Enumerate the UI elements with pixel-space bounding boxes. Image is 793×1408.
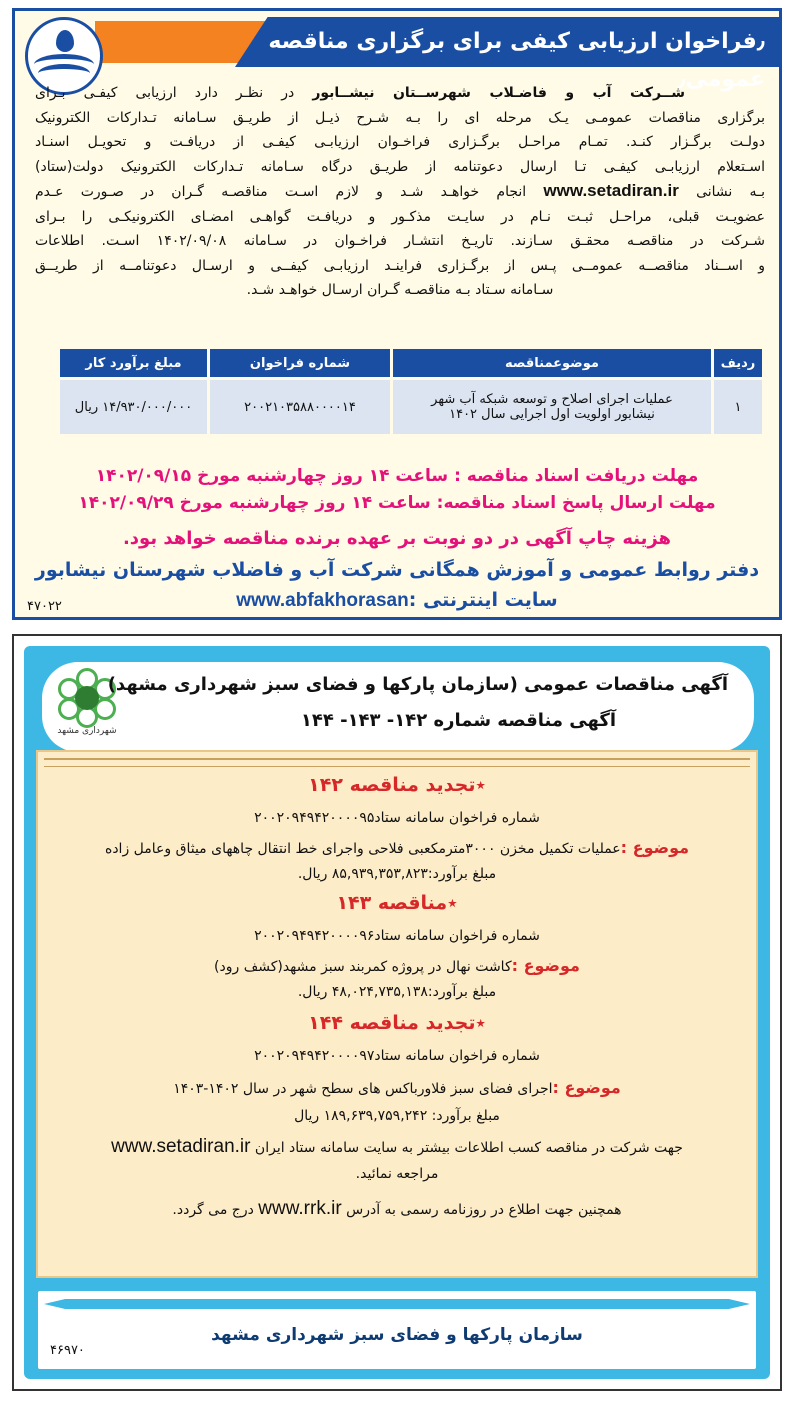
newspaper-text: درج می گردد.: [172, 1202, 254, 1218]
organization-name: سازمان پارکها و فضای سبز شهرداری مشهد: [211, 1325, 583, 1345]
subject-text: کاشت نهال در پروژه کمربند سبز مشهد(کشف رود): [214, 959, 512, 975]
body-line: برگزاری مناقصات عمومـی یـک مرحله ای را بـه شـرح ذیـل از طریـق سـامانه تـدارکات الکترونیک: [35, 109, 765, 126]
body-text: انجام خواهـد شـد و لازم اسـت مناقصـه گـران در صـورت عـدم: [35, 184, 527, 200]
body-text: در نظـر دارد ارزیابی کیفـی بـرای: [35, 85, 295, 101]
cell-index: ۱: [714, 380, 762, 434]
header-index: ردیف: [714, 349, 762, 377]
tender-143-subject: [38, 956, 756, 975]
rrk-link[interactable]: www.rrk.ir: [258, 1198, 342, 1219]
setadiran-link[interactable]: www.setadiran.ir: [111, 1136, 251, 1157]
deadline-receive-docs: مهلت دریافت اسناد مناقصه : ساعت ۱۴ روز چهارشنبه مورخ ۱۴۰۲/۰۹/۱۵: [95, 466, 699, 486]
website-label: سایت اینترنتی :: [408, 589, 558, 611]
subject-line: عملیات اجرای اصلاح و توسعه شبکه آب شهر: [431, 392, 673, 407]
abfakhorasan-link[interactable]: www.abfakhorasan: [236, 590, 409, 611]
ad2-footer: [38, 1291, 756, 1369]
subject-text: عملیات تکمیل مخزن ۳۰۰۰مترمکعبی فلاحی واجرای خط انتقال چاههای میثاق وعامل زاده: [104, 841, 621, 857]
body-line: عضویـت قبلی، مراحـل ثبـت نـام در سایـت مذکـور و دریافـت گواهـی امضـای الکترونیکـی را بـرای: [35, 208, 765, 225]
header-subject: موضوعمناقصه: [393, 349, 711, 377]
tender-142-heading: ٭تجدید مناقصه ۱۴۲: [308, 774, 486, 796]
tender-ad-nishabur-water: [12, 8, 782, 620]
body-line: [35, 81, 765, 106]
ad1-title: ٫فراخوان ارزیابی کیفی برای برگزاری مناقصه عمومی٫: [268, 29, 765, 92]
cell-number: ۲۰۰۲۱۰۳۵۸۸۰۰۰۰۱۴: [210, 380, 390, 434]
tender-142-amount: مبلغ برآورد:۸۵,۹۳۹,۳۵۳,۸۲۳ ریال.: [297, 866, 497, 882]
table-header-row: [60, 349, 762, 377]
body-line: دولـت برگـزار کنـد. تمـام مراحـل برگـزاری فراخـوان ارزیابـی کیفـی از دریافـت و تحویـل اسنـاد: [35, 134, 765, 150]
logo-caption: شهرداری مشهد: [57, 726, 117, 736]
subject-label: موضوع :: [552, 1078, 621, 1097]
body-line: و اســناد مناقصــه عمومــی پـس از برگـزاری فراینـد ارزیابـی کیفــی و ارسـال دعوتنامــه از طریــق: [35, 257, 765, 274]
header-amount: مبلغ برآورد کار: [60, 349, 207, 377]
ad-cost-note: هزینه چاپ آگهی در دو نوبت بر عهده برنده مناقصه خواهد بود.: [122, 528, 672, 549]
subject-label: موضوع :: [620, 838, 689, 857]
decorative-border: [44, 758, 750, 767]
ad1-header: [15, 11, 779, 92]
body-line: اسـتعلام ارزیابـی کیفـی تـا ارسال دعوتنامه از طریـق درگاه سـامانه تـدارکات الکترونیک دولت(ستاد): [35, 158, 765, 175]
info-line: [38, 1136, 756, 1158]
tender-ad-mashhad-parks: [12, 634, 782, 1391]
tender-144-heading: ٭تجدید مناقصه ۱۴۴: [308, 1012, 486, 1034]
tender-144-number: شماره فراخوان سامانه ستاد۲۰۰۲۰۹۴۹۴۲۰۰۰۰۹۷: [254, 1048, 540, 1064]
ad2-content-panel: [36, 750, 758, 1278]
info-text: جهت شرکت در مناقصه کسب اطلاعات بیشتر به سایت سامانه ستاد ایران: [254, 1140, 683, 1156]
tender-142-subject: [38, 838, 756, 857]
newspaper-line: [38, 1198, 756, 1220]
tender-143-heading: ٭مناقصه ۱۴۳: [336, 892, 458, 914]
company-name: شــرکت آب و فاضـلاب شهرســتان نیشــابور: [312, 85, 686, 101]
ad2-header: [42, 662, 754, 752]
ad2-subtitle: آگهی مناقصه شماره ۱۴۲- ۱۴۳- ۱۴۴: [300, 710, 616, 731]
table-row: [60, 380, 762, 434]
ad1-body-text: [35, 81, 765, 303]
cell-amount: ۱۴/۹۳۰/۰۰۰/۰۰۰ ریال: [60, 380, 207, 434]
deadline-submit-docs: مهلت ارسال پاسخ اسناد مناقصه: ساعت ۱۴ روز چهارشنبه مورخ ۱۴۰۲/۰۹/۲۹: [78, 493, 716, 513]
tender-144-amount: مبلغ برآورد: ۱۸۹,۶۳۹,۷۵۹,۲۴۲ ریال: [294, 1108, 500, 1124]
subject-line: نیشابور اولویت اول اجرایی سال ۱۴۰۲: [449, 407, 655, 422]
tender-143-amount: مبلغ برآورد:۴۸,۰۲۴,۷۳۵,۱۳۸ ریال.: [297, 984, 497, 1000]
body-line: سـامانه سـتاد بـه مناقصـه گـران ارسـال خواهـد شـد.: [246, 282, 554, 298]
newspaper-text: همچنین جهت اطلاع در روزنامه رسمی به آدرس: [346, 1202, 622, 1218]
public-relations-office: دفتر روابط عمومی و آموزش همگانی شرکت آب و فاضلاب شهرستان نیشابور: [34, 559, 760, 581]
ad1-code: ۴۷۰۲۲: [27, 599, 62, 614]
tender-142-number: شماره فراخوان سامانه ستاد۲۰۰۲۰۹۴۹۴۲۰۰۰۰۹۵: [254, 810, 540, 826]
ad2-title: آگهی مناقصات عمومی (سازمان پارکها و فضای سبز شهرداری مشهد): [107, 674, 728, 695]
website-line: [15, 589, 779, 612]
info-tail: مراجعه نمائید.: [355, 1166, 439, 1182]
body-line: [35, 179, 765, 205]
setadiran-link[interactable]: www.setadiran.ir: [543, 181, 679, 200]
decorative-bar: [44, 1299, 750, 1309]
ad2-code: ۴۶۹۷۰: [50, 1343, 85, 1358]
subject-label: موضوع :: [511, 956, 580, 975]
body-text: بـه نشانی: [696, 184, 766, 200]
tender-144-subject: [38, 1078, 756, 1097]
ad2-frame: [24, 646, 770, 1379]
cell-subject: [393, 380, 711, 434]
header-number: شماره فراخوان: [210, 349, 390, 377]
body-line: شـرکت در مناقصـه محقـق سـازند. تاریـخ انتشـار فراخـوان در سـامانه ۱۴۰۲/۰۹/۰۸ اسـت. اطلاعات: [35, 233, 765, 249]
tender-143-number: شماره فراخوان سامانه ستاد۲۰۰۲۰۹۴۹۴۲۰۰۰۰۹۶: [254, 928, 540, 944]
tender-table: [57, 346, 765, 437]
subject-text: اجرای فضای سبز فلاورباکس های سطح شهر در سال ۱۴۰۲-۱۴۰۳: [173, 1081, 553, 1097]
